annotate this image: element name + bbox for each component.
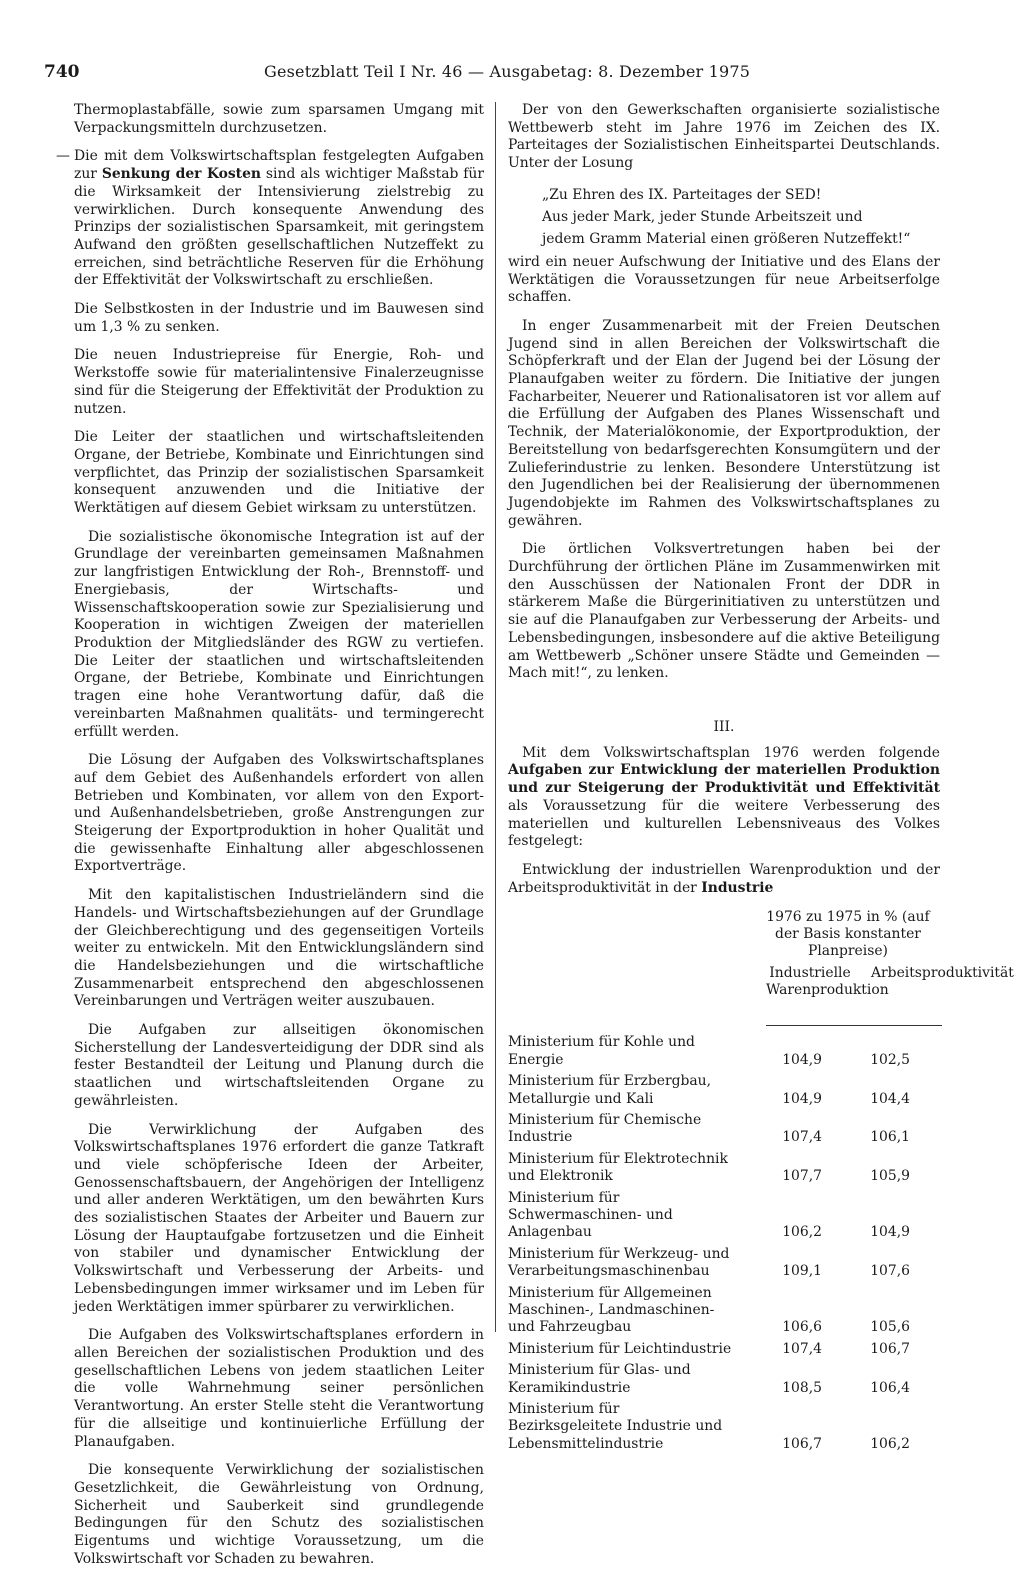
text-run: als Voraussetzung für die weitere Verbesserung des materiellen und kulturellen Lebensniveaus des Volkes festgelegt: [508, 797, 940, 850]
paragraph [508, 862, 940, 897]
productivity-value: 106,1 [870, 1129, 910, 1146]
table-header [508, 909, 1014, 1034]
bold-term: Senkung der Kosten [101, 166, 262, 183]
production-value: 106,7 [782, 1435, 822, 1452]
paragraph: Thermoplastabfälle, sowie zum sparsamen Umgang mit Verpackungsmitteln durchzusetzen. [74, 102, 484, 136]
row-label: Ministerium für Erzbergbau, Metallurgie und Kali [508, 1073, 712, 1107]
column-header-productivity: Arbeitsproduktivität [871, 965, 1014, 982]
table-row [508, 1285, 940, 1337]
text-run: Die mit dem Volkswirtschaftsplan festgelegten Aufgaben zur [74, 148, 484, 183]
row-label: Ministerium für Allgemeinen Maschinen-, Landmaschinen- und Fahrzeugbau [508, 1284, 715, 1336]
paragraph: Die Verwirklichung der Aufgaben des Volkswirtschaftsplanes 1976 erfordert die ganze Tatkraft und viele schöpferische Ideen der Arbeiter, Genossenschaftsbauern, der Angehörigen der Intelligenz und aller anderen Werktätigen, um den bewährten Kurs des sozialistischen Staates der Arbeiter und Bauern zur Lösung der Hauptaufgabe fortzusetzen und die Einheit von stabiler und dynamischer Entwicklung der Volkswirtschaft und Verbesserung der Arbeits- und Lebensbedingungen immer wirksamer und im Leben für jeden Werktätigen immer spürbarer zu verwirklichen. [74, 1121, 484, 1315]
paragraph: Die örtlichen Volksvertretungen haben bei der Durchführung der örtlichen Pläne im Zusammenwirken mit den Ausschüssen der Nationalen Front der DDR in stärkerem Maße die Bürgerinitiativen zu unterstützen und sie auf die Planaufgaben zur Verbesserung der Arbeits- und Lebensbedingungen, insbesondere auf die aktive Beteiligung am Wettbewerb „Schöner unsere Städte und Gemeinden — Mach mit!“, zu lenken. [508, 541, 940, 682]
paragraph: Die neuen Industriepreise für Energie, Roh- und Werkstoffe sowie für materialintensive Finalerzeugnisse sind für die Steigerung der Effektivität der Produktion zu nutzen. [74, 347, 484, 417]
dash-list-item [56, 148, 485, 517]
production-value: 107,4 [782, 1340, 822, 1357]
table-body [508, 1034, 940, 1453]
paragraph [508, 745, 940, 851]
table-row [508, 1112, 940, 1147]
table-row [508, 1034, 940, 1069]
table-row [508, 1151, 940, 1186]
bold-term: Aufgaben zur Entwicklung der materiellen Produktion und zur Steigerung der Produktivität und Effektivität [508, 762, 940, 797]
production-value: 106,6 [782, 1319, 822, 1336]
page-header [44, 62, 984, 90]
paragraph: Die sozialistische ökonomische Integration ist auf der Grundlage der vereinbarten gemeinsamen Maßnahmen zur langfristigen Entwicklung der Roh-, Brennstoff- und Energiebasis, der Wirtschafts- und Wissenschaftskooperation sowie zur Spezialisierung und Kooperation in wichtigen Zweigen der materiellen Produktion der Mitgliedsländer des RGW zu vertiefen. Die Leiter der staatlichen und wirtschaftsleitenden Organe, der Betriebe, Kombinate und Einrichtungen tragen eine hohe Verantwortung dafür, daß die vereinbarten Maßnahmen qualitäts- und termingerecht erfüllt werden. [74, 528, 484, 740]
gazette-title: Gesetzblatt Teil I Nr. 46 — Ausgabetag: 8. Dezember 1975 [264, 62, 751, 81]
productivity-value: 104,9 [870, 1224, 910, 1241]
table-row [508, 1341, 940, 1358]
productivity-value: 105,6 [870, 1319, 910, 1336]
quote-line: „Zu Ehren des IX. Parteitages der SED! [542, 186, 822, 203]
productivity-value: 106,4 [870, 1379, 910, 1396]
production-value: 107,7 [782, 1168, 822, 1185]
table-row [508, 1362, 940, 1397]
paragraph: Die Leiter der staatlichen und wirtschaftsleitenden Organe, der Betriebe, Kombinate und Einrichtungen sind verpflichtet, das Prinzip der sozialistischen Sparsamkeit konsequent anzuwenden und die Initiative der Werktätigen auf diesem Gebiet wirksam zu unterstützen. [74, 429, 484, 517]
productivity-value: 106,7 [870, 1340, 910, 1357]
productivity-value: 105,9 [870, 1168, 910, 1185]
header-rule [766, 1025, 942, 1026]
row-label: Ministerium für Schwermaschinen- und Anlagenbau [508, 1189, 673, 1241]
table-row [508, 1190, 940, 1242]
paragraph: In enger Zusammenarbeit mit der Freien Deutschen Jugend sind in allen Bereichen der Volkswirtschaft die Schöpferkraft und der Elan der Jugend bei der Lösung der Planaufgaben weiter zu fördern. Die Initiative der jungen Facharbeiter, Neuerer und Rationalisatoren ist vor allem auf die Erfüllung der Aufgaben des Planes Wissenschaft und Technik, der Materialökonomie, der Exportproduktion, der Bereitstellung von bedarfsgerechten Konsumgütern und der Zulieferindustrie zu lenken. Besondere Unterstützung ist den Jugendlichen bei der Realisierung der übernommenen Jugendobjekte im Rahmen des Volkswirtschaftsplanes zu gewähren. [508, 317, 940, 529]
productivity-value: 107,6 [870, 1263, 910, 1280]
column-header-production: Industrielle Warenproduktion [766, 965, 889, 999]
paragraph: Die Aufgaben des Volkswirtschaftsplanes erfordern in allen Bereichen der sozialistischen Produktion und des gesellschaftlichen Lebens von jedem staatlichen Leiter die volle Wahrnehmung seiner persönlichen Verantwortung. An erster Stelle steht die Verantwortung für die allseitige und kontinuierliche Erfüllung der Planaufgaben. [74, 1327, 484, 1450]
production-value: 109,1 [782, 1263, 822, 1280]
column-divider [495, 102, 496, 1332]
right-column [508, 102, 1014, 1457]
page-number: 740 [44, 62, 80, 82]
paragraph: Mit den kapitalistischen Industrieländern sind die Handels- und Wirtschaftsbeziehungen auf der Grundlage der Gleichberechtigung und des gegenseitigen Vorteils weiter zu entwickeln. Mit den Entwicklungsländern sind die Handelsbeziehungen und die wirtschaftliche Zusammenarbeit entsprechend den abgeschlossenen Vereinbarungen und Verträgen weiter auszubauen. [74, 887, 484, 1010]
paragraph: Die konsequente Verwirklichung der sozialistischen Gesetzlichkeit, die Gewährleistung von Ordnung, Sicherheit und Sauberkeit sind grundlegende Bedingungen für den Schutz des sozialistischen Eigentums und wichtige Voraussetzung, um die Volkswirtschaft vor Schaden zu bewahren. [74, 1462, 484, 1567]
paragraph: Die Aufgaben zur allseitigen ökonomischen Sicherstellung der Landesverteidigung der DDR sind als fester Bestandteil der Leitung und Planung durch die staatlichen und wirtschaftsleitenden Organe zu gewährleisten. [74, 1022, 484, 1109]
productivity-value: 102,5 [870, 1051, 910, 1068]
quote-line: jedem Gramm Material einen größeren Nutzeffekt!“ [542, 230, 911, 247]
row-label: Ministerium für Bezirksgeleitete Industrie und Lebensmittelindustrie [508, 1401, 723, 1452]
production-value: 104,9 [782, 1051, 822, 1068]
quote-line: Aus jeder Mark, jeder Stunde Arbeitszeit und [542, 208, 863, 225]
table-row [508, 1073, 940, 1108]
paragraph [74, 148, 484, 290]
row-label: Ministerium für Chemische Industrie [508, 1111, 702, 1146]
text-run: sind als wichtiger Maßstab für die Wirksamkeit der Intensivierung zielstrebig zu verwirklichen. Durch konsequente Anwendung des Prinzips der sozialistischen Sparsamkeit, mit geringstem Aufwand den größten gesellschaftlichen Nutzeffekt zu erreichen, sind beträchtliche Reserven für die Erhöhung der Effektivität der Volkswirtschaft zu erschließen. [74, 166, 485, 289]
production-value: 107,4 [782, 1129, 822, 1146]
production-value: 108,5 [782, 1379, 822, 1396]
text-run: Mit dem Volkswirtschaftsplan 1976 werden folgende [522, 744, 940, 761]
row-label: Ministerium für Elektrotechnik und Elektronik [508, 1150, 728, 1185]
productivity-value: 104,4 [870, 1090, 910, 1107]
table-group-header: 1976 zu 1975 in % (auf der Basis konstanter Planpreise) [766, 909, 930, 960]
paragraph: wird ein neuer Aufschwung der Initiative und des Elans der Werktätigen die Voraussetzungen für neue Arbeitserfolge schaffen. [508, 253, 940, 306]
bold-term: Industrie [701, 879, 774, 896]
section-heading: III. [713, 718, 735, 735]
production-value: 106,2 [782, 1224, 822, 1241]
row-label: Ministerium für Leichtindustrie [508, 1340, 732, 1357]
dash-marker: — [56, 148, 70, 165]
paragraph: Der von den Gewerkschaften organisierte sozialistische Wettbewerb steht im Jahre 1976 im Zeichen des IX. Parteitages der Sozialistischen Einheitspartei Deutschlands. Unter der Losung [508, 102, 940, 172]
slogan-quote [542, 184, 940, 250]
productivity-value: 106,2 [870, 1435, 910, 1452]
production-value: 104,9 [782, 1090, 822, 1107]
row-label: Ministerium für Werkzeug- und Verarbeitungsmaschinenbau [508, 1245, 730, 1280]
industry-table [508, 909, 1014, 1453]
paragraph: Die Selbstkosten in der Industrie und im Bauwesen sind um 1,3 % zu senken. [74, 301, 484, 335]
left-column [56, 102, 485, 1579]
paragraph: Die Lösung der Aufgaben des Volkswirtschaftsplanes auf dem Gebiet des Außenhandels erfordert von allen Betrieben und Kombinaten, vor allem von den Export- und Außenhandelsbetrieben, große Anstrengungen zur Steigerung der Exportproduktion in hoher Qualität und die gewissenhafte Einhaltung aller abgeschlossenen Exportverträge. [74, 752, 484, 875]
table-row [508, 1246, 940, 1281]
text-run: Entwicklung der industriellen Warenproduktion und der Arbeitsproduktivität in der [508, 861, 940, 896]
row-label: Ministerium für Kohle und Energie [508, 1034, 695, 1068]
row-label: Ministerium für Glas- und Keramikindustrie [508, 1362, 691, 1396]
